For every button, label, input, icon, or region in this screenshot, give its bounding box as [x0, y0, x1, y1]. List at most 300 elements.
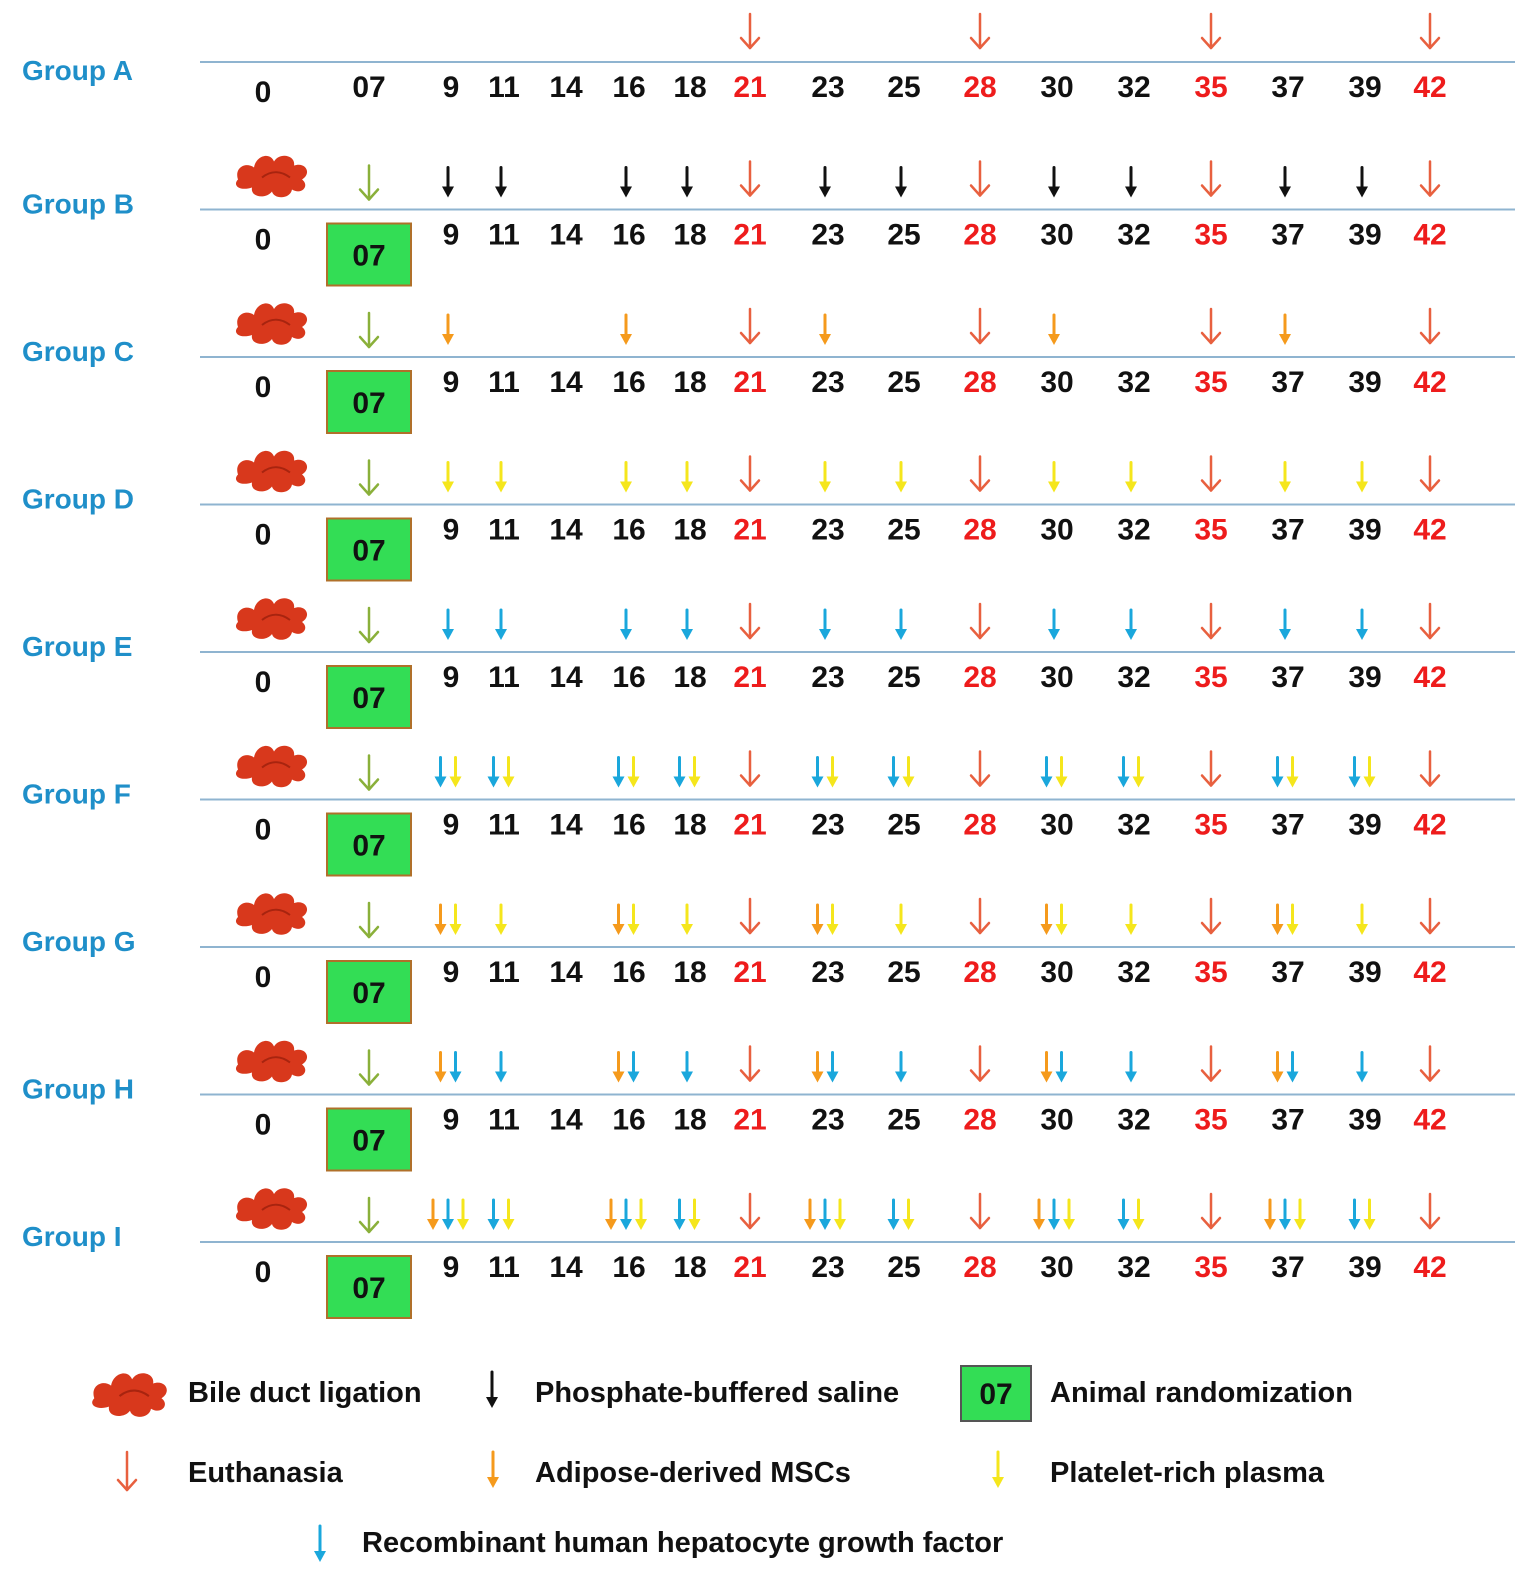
day-label: 30 — [1040, 808, 1074, 842]
randomization-box — [327, 666, 411, 728]
day-label: 9 — [442, 956, 460, 989]
day-label: 25 — [887, 808, 921, 842]
day-label: 28 — [963, 1251, 997, 1284]
day-label: 11 — [488, 1103, 520, 1137]
prp-arrow — [442, 463, 454, 493]
day-label: 25 — [887, 513, 921, 547]
prp-arrow — [503, 1200, 515, 1230]
hgf-arrow — [1125, 1053, 1137, 1083]
randomization-box-icon — [961, 1366, 1031, 1421]
hgf-arrow — [819, 1200, 831, 1230]
day-label: 21 — [733, 1251, 767, 1284]
day-label: 16 — [612, 808, 646, 842]
prp-arrow — [495, 463, 507, 493]
randomization-arrow — [360, 313, 378, 347]
group-label: Group D — [22, 483, 134, 515]
day-label: 35 — [1194, 366, 1228, 399]
day-label: 23 — [811, 513, 845, 547]
day-label: 42 — [1413, 366, 1447, 399]
hgf-arrow — [1349, 1200, 1361, 1230]
day-label: 25 — [887, 218, 921, 252]
day-label: 28 — [963, 218, 997, 252]
euthanasia-arrow — [971, 14, 989, 48]
hgf-arrow — [1041, 758, 1053, 788]
day-label: 9 — [442, 513, 460, 547]
group-label: Group G — [22, 926, 136, 957]
prp-arrow — [628, 905, 640, 935]
euthanasia-arrow — [741, 162, 759, 196]
day-label: 37 — [1271, 956, 1305, 989]
adsc-arrow — [605, 1200, 617, 1230]
day-label: 16 — [612, 1103, 646, 1137]
group-row-group-f — [22, 746, 1515, 876]
hgf-arrow — [812, 758, 824, 788]
day-label: 21 — [733, 1103, 767, 1137]
prp-arrow — [903, 1200, 915, 1230]
day-label: 32 — [1117, 513, 1151, 547]
randomization-box — [327, 224, 411, 286]
euthanasia-arrow — [741, 604, 759, 638]
euthanasia-arrow — [1421, 1194, 1439, 1228]
legend-label-bdl: Bile duct ligation — [188, 1377, 422, 1409]
euthanasia-arrow — [1202, 309, 1220, 343]
euthanasia-arrow — [741, 1047, 759, 1081]
day-label: 42 — [1413, 71, 1447, 104]
group-row-group-g — [22, 893, 1515, 1023]
euthanasia-arrow — [1202, 14, 1220, 48]
day-label: 30 — [1040, 71, 1074, 104]
legend-label-hgf: Recombinant human hepatocyte growth factor — [362, 1527, 1004, 1559]
euthanasia-arrow — [1421, 457, 1439, 491]
day-label: 0 — [254, 518, 272, 552]
day-label: 37 — [1271, 808, 1305, 842]
day-label: 21 — [733, 366, 767, 399]
day-label: 11 — [488, 71, 520, 104]
legend-label-randomization: Animal randomization — [1050, 1377, 1353, 1409]
randomization-day-label: 07 — [352, 682, 386, 715]
day-label: 0 — [254, 1256, 272, 1289]
legend-label-prp: Platelet-rich plasma — [1050, 1457, 1324, 1489]
day-label: 32 — [1117, 1103, 1151, 1137]
hgf-arrow — [681, 1053, 693, 1083]
adsc-arrow — [442, 315, 454, 345]
day-label: 11 — [488, 513, 520, 547]
prp-arrow — [689, 1200, 701, 1230]
group-label: Group C — [22, 336, 134, 367]
day-label: 14 — [549, 513, 583, 547]
day-label: 23 — [811, 218, 845, 252]
hgf-arrow — [628, 1053, 640, 1083]
randomization-day-label: 07 — [352, 1272, 386, 1305]
hgf-arrow — [895, 1053, 907, 1083]
legend-label-pbs: Phosphate-buffered saline — [535, 1377, 900, 1409]
hgf-arrow — [1048, 1200, 1060, 1230]
randomization-arrow — [360, 1051, 378, 1085]
pbs-arrow — [1279, 168, 1291, 198]
day-label: 21 — [733, 71, 767, 104]
pbs-arrow — [442, 168, 454, 198]
day-label: 14 — [549, 808, 583, 842]
day-label: 21 — [733, 661, 767, 694]
day-label: 25 — [887, 71, 921, 104]
adsc-arrow — [1033, 1200, 1045, 1230]
day-label: 42 — [1413, 1103, 1447, 1137]
day-label: 14 — [549, 956, 583, 989]
hgf-arrow — [819, 610, 831, 640]
day-label: 39 — [1348, 366, 1382, 399]
legend-label-euthanasia: Euthanasia — [188, 1457, 343, 1489]
hgf-arrow — [1125, 610, 1137, 640]
day-label: 14 — [549, 71, 583, 104]
day-label: 23 — [811, 661, 845, 694]
adsc-arrow — [1048, 315, 1060, 345]
euthanasia-arrow-icon — [118, 1452, 136, 1490]
euthanasia-arrow — [1421, 309, 1439, 343]
randomization-box — [327, 371, 411, 433]
bile-duct-ligation-icon — [92, 1373, 167, 1417]
prp-arrow — [681, 905, 693, 935]
bile-duct-ligation-icon — [236, 598, 307, 640]
hgf-arrow — [495, 1053, 507, 1083]
euthanasia-arrow — [741, 14, 759, 48]
euthanasia-arrow — [1421, 14, 1439, 48]
pbs-arrow — [895, 168, 907, 198]
pbs-arrow — [495, 168, 507, 198]
euthanasia-arrow — [971, 1194, 989, 1228]
day-label: 0 — [254, 961, 272, 994]
group-row-group-b — [22, 156, 1515, 286]
adsc-arrow — [613, 905, 625, 935]
adsc-arrow — [435, 1053, 447, 1083]
day-label: 23 — [811, 1251, 845, 1284]
prp-arrow — [895, 463, 907, 493]
day-label: 25 — [887, 661, 921, 694]
prp-arrow — [628, 758, 640, 788]
prp-arrow — [1048, 463, 1060, 493]
adsc-arrow — [613, 1053, 625, 1083]
prp-arrow — [1056, 905, 1068, 935]
euthanasia-arrow — [741, 899, 759, 933]
day-label: 9 — [442, 661, 460, 694]
pbs-arrow — [819, 168, 831, 198]
hgf-arrow — [450, 1053, 462, 1083]
adsc-arrow — [1264, 1200, 1276, 1230]
day-label: 16 — [612, 1251, 646, 1284]
pbs-arrow — [1048, 168, 1060, 198]
hgf-arrow — [674, 758, 686, 788]
hgf-arrow — [1279, 610, 1291, 640]
randomization-day-label: 07 — [352, 534, 386, 568]
hgf-arrow — [827, 1053, 839, 1083]
day-label: 32 — [1117, 1251, 1151, 1284]
adsc-arrow — [812, 1053, 824, 1083]
prp-arrow — [819, 463, 831, 493]
day-label: 28 — [963, 513, 997, 547]
prp-arrow — [1133, 758, 1145, 788]
adsc-arrow — [427, 1200, 439, 1230]
prp-arrow — [1279, 463, 1291, 493]
pbs-legend-arrow — [486, 1372, 498, 1408]
prp-arrow — [1364, 758, 1376, 788]
day-label: 9 — [442, 1251, 460, 1284]
hgf-arrow — [488, 758, 500, 788]
randomization-box — [327, 1256, 411, 1318]
day-label: 9 — [442, 71, 460, 104]
hgf-arrow — [442, 610, 454, 640]
day-label: 0 — [254, 813, 272, 847]
day-label: 25 — [887, 1251, 921, 1284]
hgf-arrow — [1048, 610, 1060, 640]
day-label: 35 — [1194, 808, 1228, 842]
pbs-arrow-icon — [486, 1372, 498, 1408]
hgf-arrow — [1118, 758, 1130, 788]
euthanasia-arrow — [1202, 162, 1220, 196]
day-label: 21 — [733, 808, 767, 842]
day-label: 21 — [733, 956, 767, 989]
day-label: 11 — [488, 218, 520, 252]
hgf-arrow — [1356, 610, 1368, 640]
day-label: 14 — [549, 366, 583, 399]
day-label: 25 — [887, 956, 921, 989]
bile-duct-ligation-icon — [236, 1188, 307, 1230]
randomization-box — [327, 1109, 411, 1171]
day-label: 18 — [673, 513, 707, 547]
day-label: 07 — [352, 71, 386, 104]
day-label: 16 — [612, 71, 646, 104]
day-label: 35 — [1194, 1251, 1228, 1284]
bile-duct-ligation-icon — [236, 451, 307, 493]
day-label: 14 — [549, 1251, 583, 1284]
prp-arrow — [1364, 1200, 1376, 1230]
prp-arrow — [1287, 905, 1299, 935]
day-label: 28 — [963, 956, 997, 989]
prp-arrow — [450, 758, 462, 788]
euthanasia-arrow — [741, 457, 759, 491]
group-row-group-d — [22, 451, 1515, 581]
group-row-group-i — [22, 1188, 1515, 1318]
day-label: 30 — [1040, 366, 1074, 399]
day-label: 9 — [442, 808, 460, 842]
prp-arrow — [681, 463, 693, 493]
euthanasia-arrow — [971, 309, 989, 343]
day-label: 37 — [1271, 218, 1305, 252]
prp-arrow — [1056, 758, 1068, 788]
bile-duct-ligation-icon — [236, 1041, 307, 1083]
randomization-day-label: 07 — [352, 239, 386, 273]
randomization-arrow — [360, 903, 378, 937]
prp-arrow — [450, 905, 462, 935]
day-label: 28 — [963, 808, 997, 842]
euthanasia-arrow — [971, 604, 989, 638]
adsc-arrow — [620, 315, 632, 345]
group-row-group-e — [22, 598, 1515, 728]
day-label: 30 — [1040, 513, 1074, 547]
day-label: 16 — [612, 218, 646, 252]
day-label: 39 — [1348, 1103, 1382, 1137]
day-label: 32 — [1117, 71, 1151, 104]
hgf-arrow — [674, 1200, 686, 1230]
hgf-arrow — [1349, 758, 1361, 788]
day-label: 39 — [1348, 1251, 1382, 1284]
prp-arrow — [834, 1200, 846, 1230]
euthanasia-legend-arrow — [118, 1452, 136, 1490]
day-label: 0 — [254, 76, 272, 109]
euthanasia-arrow — [1421, 899, 1439, 933]
bile-duct-ligation-legend-icon — [92, 1373, 167, 1417]
day-label: 23 — [811, 1103, 845, 1137]
day-label: 32 — [1117, 956, 1151, 989]
euthanasia-arrow — [1202, 604, 1220, 638]
adsc-arrow — [804, 1200, 816, 1230]
day-label: 18 — [673, 71, 707, 104]
prp-arrow — [689, 758, 701, 788]
day-label: 30 — [1040, 1251, 1074, 1284]
prp-arrow — [635, 1200, 647, 1230]
day-label: 0 — [254, 1108, 272, 1142]
day-label: 39 — [1348, 513, 1382, 547]
pbs-arrow — [1125, 168, 1137, 198]
prp-arrow — [620, 463, 632, 493]
day-label: 18 — [673, 1103, 707, 1137]
day-label: 28 — [963, 366, 997, 399]
randomization-arrow — [360, 461, 378, 495]
day-label: 28 — [963, 71, 997, 104]
day-label: 42 — [1413, 218, 1447, 252]
day-label: 14 — [549, 218, 583, 252]
prp-arrow — [495, 905, 507, 935]
hgf-arrow — [1056, 1053, 1068, 1083]
randomization-day-label: 07 — [352, 977, 386, 1010]
prp-arrow — [1287, 758, 1299, 788]
day-label: 35 — [1194, 661, 1228, 694]
hgf-arrow — [488, 1200, 500, 1230]
hgf-arrow — [620, 610, 632, 640]
day-label: 37 — [1271, 71, 1305, 104]
day-label: 37 — [1271, 513, 1305, 547]
pbs-arrow — [681, 168, 693, 198]
hgf-arrow — [681, 610, 693, 640]
group-row-group-c — [22, 303, 1515, 433]
day-label: 18 — [673, 366, 707, 399]
prp-arrow — [895, 905, 907, 935]
bile-duct-ligation-icon — [236, 303, 307, 345]
group-label: Group H — [22, 1073, 134, 1105]
prp-arrow — [827, 758, 839, 788]
legend-label-adsc: Adipose-derived MSCs — [535, 1457, 851, 1489]
day-label: 35 — [1194, 956, 1228, 989]
hgf-arrow — [613, 758, 625, 788]
euthanasia-arrow — [741, 309, 759, 343]
euthanasia-arrow — [1202, 1194, 1220, 1228]
adsc-arrow — [819, 315, 831, 345]
day-label: 30 — [1040, 218, 1074, 252]
day-label: 0 — [254, 666, 272, 699]
euthanasia-arrow — [971, 1047, 989, 1081]
hgf-legend-arrow — [314, 1526, 326, 1562]
hgf-arrow — [1279, 1200, 1291, 1230]
day-label: 39 — [1348, 71, 1382, 104]
randomization-arrow — [360, 166, 378, 200]
day-label: 35 — [1194, 513, 1228, 547]
group-row-group-h — [22, 1041, 1515, 1171]
hgf-arrow — [888, 758, 900, 788]
prp-arrow — [1356, 463, 1368, 493]
euthanasia-arrow — [1202, 752, 1220, 786]
group-label: Group B — [22, 188, 134, 220]
day-label: 14 — [549, 661, 583, 694]
day-label: 25 — [887, 366, 921, 399]
day-label: 37 — [1271, 1103, 1305, 1137]
day-label: 11 — [488, 366, 520, 399]
groups-layer — [22, 14, 1515, 1318]
day-label: 11 — [488, 1251, 520, 1284]
randomization-arrow — [360, 1198, 378, 1232]
day-label: 0 — [254, 371, 272, 404]
adsc-arrow — [812, 905, 824, 935]
prp-arrow — [457, 1200, 469, 1230]
euthanasia-arrow — [741, 752, 759, 786]
day-label: 18 — [673, 218, 707, 252]
day-label: 25 — [887, 1103, 921, 1137]
day-label: 16 — [612, 513, 646, 547]
prp-legend-arrow — [992, 1452, 1004, 1488]
euthanasia-arrow — [1421, 1047, 1439, 1081]
day-label: 37 — [1271, 1251, 1305, 1284]
pbs-arrow — [620, 168, 632, 198]
day-label: 14 — [549, 1103, 583, 1137]
prp-arrow-icon — [992, 1452, 1004, 1488]
day-label: 32 — [1117, 218, 1151, 252]
day-label: 21 — [733, 513, 767, 547]
day-label: 11 — [488, 661, 520, 694]
randomization-box-text: 07 — [979, 1378, 1013, 1411]
day-label: 39 — [1348, 218, 1382, 252]
euthanasia-arrow — [741, 1194, 759, 1228]
group-label: Group A — [22, 55, 133, 86]
hgf-arrow-icon — [314, 1526, 326, 1562]
hgf-arrow — [895, 610, 907, 640]
group-label: Group F — [22, 778, 131, 810]
day-label: 9 — [442, 218, 460, 252]
prp-arrow — [1063, 1200, 1075, 1230]
adsc-arrow — [1041, 1053, 1053, 1083]
group-label: Group I — [22, 1221, 122, 1252]
group-label: Group E — [22, 631, 133, 662]
adsc-arrow-icon — [487, 1452, 499, 1488]
randomization-box — [327, 814, 411, 876]
day-label: 32 — [1117, 366, 1151, 399]
euthanasia-arrow — [1202, 457, 1220, 491]
day-label: 42 — [1413, 661, 1447, 694]
bile-duct-ligation-icon — [236, 746, 307, 788]
day-label: 21 — [733, 218, 767, 252]
prp-arrow — [903, 758, 915, 788]
day-label: 32 — [1117, 808, 1151, 842]
day-label: 30 — [1040, 1103, 1074, 1137]
randomization-day-label: 07 — [352, 829, 386, 863]
legend — [92, 1366, 1353, 1562]
day-label: 35 — [1194, 71, 1228, 104]
euthanasia-arrow — [971, 162, 989, 196]
day-label: 18 — [673, 808, 707, 842]
prp-arrow — [827, 905, 839, 935]
day-label: 18 — [673, 1251, 707, 1284]
day-label: 9 — [442, 1103, 460, 1137]
day-label: 42 — [1413, 956, 1447, 989]
hgf-arrow — [1356, 1053, 1368, 1083]
prp-arrow — [1125, 463, 1137, 493]
euthanasia-arrow — [1202, 1047, 1220, 1081]
